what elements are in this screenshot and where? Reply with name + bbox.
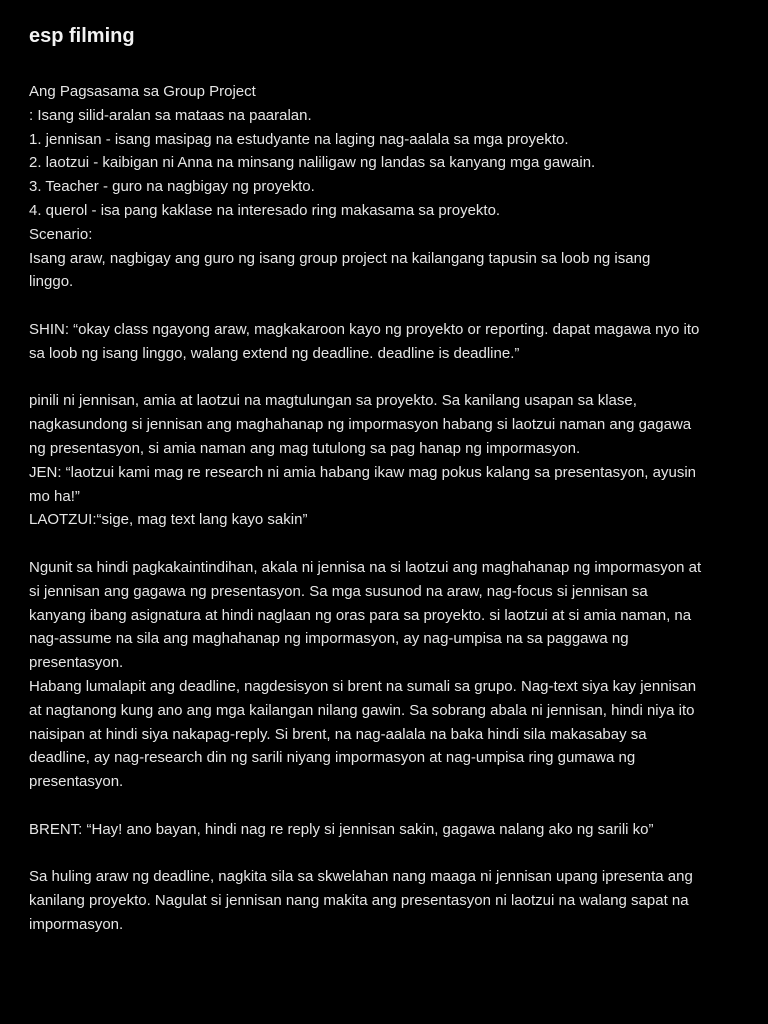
note-line: Ang Pagsasama sa Group Project	[29, 83, 256, 100]
paragraph-spacer	[29, 532, 745, 556]
note-line: Ngunit sa hindi pagkakaintindihan, akala ni jennisa na si laotzui ang maghahanap ng impormasyon at	[29, 558, 702, 576]
note-line: linggo.	[29, 273, 74, 291]
note-line: : Isang silid-aralan sa mataas na paaralan.	[29, 106, 312, 124]
note-line: 1. jennisan - isang masipag na estudyante na laging nag-aalala sa mga proyekto.	[29, 130, 569, 148]
note-line: Isang araw, nagbigay ang guro ng isang group project na kailangang tapusin sa loob ng isang	[29, 249, 651, 267]
note-line: at nagtanong kung ano ang mga kailangan nilang gawin. Sa sobrang abala ni jennisan, hindi niya ito	[29, 701, 695, 719]
note-view	[29, 22, 745, 937]
note-line: mo ha!”	[29, 487, 80, 505]
note-line: kanyang ibang asignatura at hindi naglaan ng oras para sa proyekto. si laotzui at si amia naman, na	[29, 606, 692, 624]
note-line: 3. Teacher - guro na nagbigay ng proyekto.	[29, 178, 315, 196]
note-line: deadline, ay nag-research din ng sarili niyang impormasyon at nag-umpisa ring gumawa ng	[29, 749, 636, 767]
note-line: presentasyon.	[29, 773, 124, 791]
note-line: Habang lumalapit ang deadline, nagdesisyon si brent na sumali sa grupo. Nag-text siya kay jennisan	[29, 677, 697, 695]
note-line: kanilang proyekto. Nagulat si jennisan nang makita ang presentasyon ni laotzui na walang sapat na	[29, 892, 689, 910]
note-title[interactable]: esp filming	[29, 25, 135, 47]
paragraph-spacer	[29, 294, 745, 318]
note-line: sa loob ng isang linggo, walang extend ng deadline. deadline is deadline.”	[29, 344, 520, 362]
note-line: ng presentasyon, si amia naman ang mag tutulong sa pag hanap ng impormasyon.	[29, 439, 581, 457]
note-line: LAOTZUI:“sige, mag text lang kayo sakin”	[29, 511, 308, 529]
note-line: SHIN: “okay class ngayong araw, magkakaroon kayo ng proyekto or reporting. dapat magawa nyo ito	[29, 320, 700, 338]
note-line: nag-assume na sila ang maghahanap ng impormasyon, ay nag-umpisa na sa paggawa ng	[29, 630, 629, 648]
note-line: Sa huling araw ng deadline, nagkita sila sa skwelahan nang maaga ni jennisan upang ipresenta ang	[29, 868, 693, 886]
note-line: pinili ni jennisan, amia at laotzui na magtulungan sa proyekto. Sa kanilang usapan sa klase,	[29, 392, 637, 410]
note-line: 2. laotzui - kaibigan ni Anna na minsang naliligaw ng landas sa kanyang mga gawain.	[29, 154, 596, 172]
note-line: 4. querol - isa pang kaklase na interesado ring makasama sa proyekto.	[29, 201, 501, 219]
note-line: si jennisan ang gagawa ng presentasyon. Sa mga susunod na araw, nag-focus si jennisan sa	[29, 582, 648, 600]
note-line: BRENT: “Hay! ano bayan, hindi nag re reply si jennisan sakin, gagawa nalang ako ng sarili ko”	[29, 820, 654, 838]
note-line: presentasyon.	[29, 654, 124, 672]
note-line: impormasyon.	[29, 915, 124, 933]
paragraph-spacer	[29, 366, 745, 390]
note-body[interactable]	[29, 80, 745, 937]
paragraph-spacer	[29, 794, 745, 818]
note-line: nagkasundong si jennisan ang maghahanap ng impormasyon habang si laotzui naman ang gagawa	[29, 416, 692, 434]
note-line: JEN: “laotzui kami mag re research ni amia habang ikaw mag pokus kalang sa presentasyon, ayusin	[29, 463, 697, 481]
paragraph-spacer	[29, 842, 745, 866]
note-line: Scenario:	[29, 225, 93, 243]
note-line: naisipan at hindi siya nakapag-reply. Si brent, na nag-aalala na baka hindi sila makasabay sa	[29, 725, 647, 743]
